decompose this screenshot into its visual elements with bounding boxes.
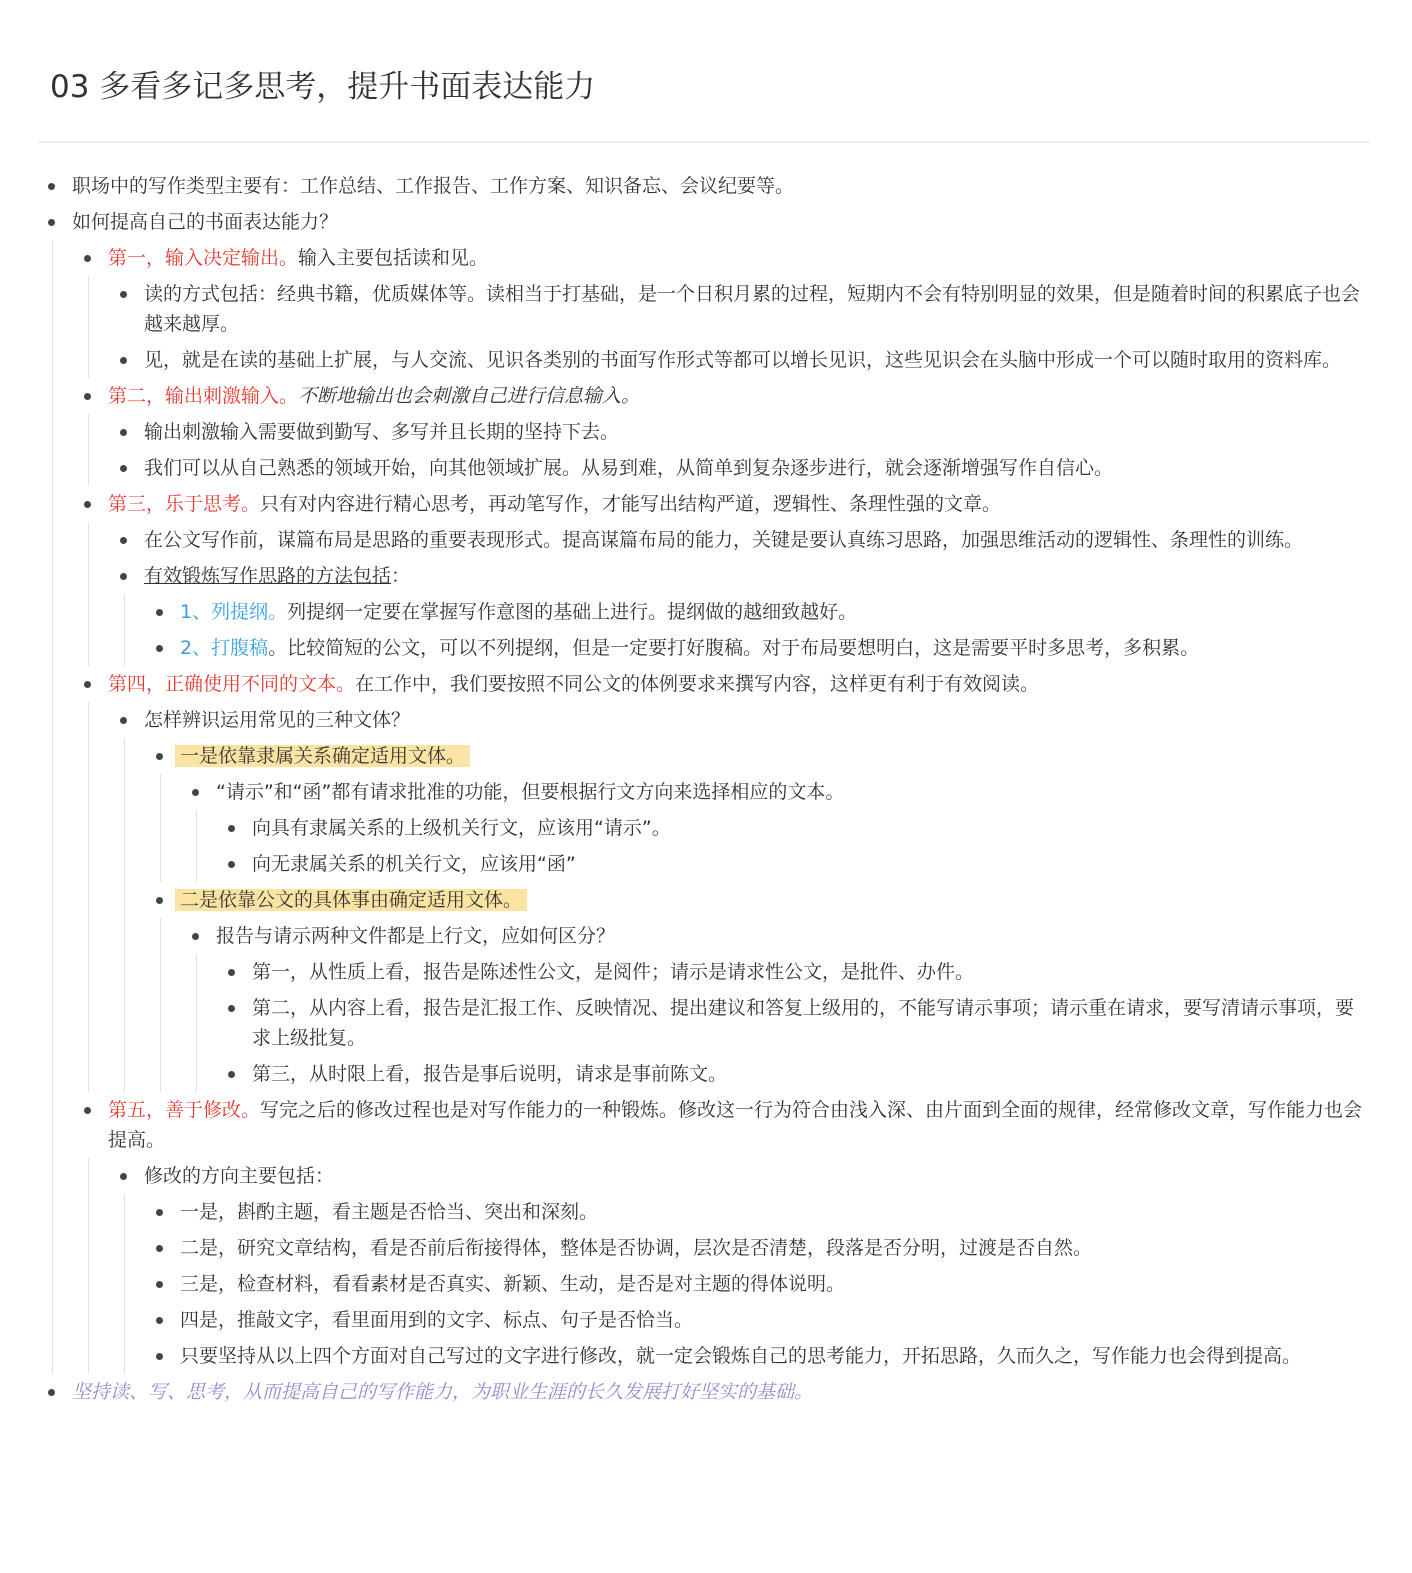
outline-children xyxy=(88,702,1370,1092)
bullet-icon xyxy=(192,789,199,796)
item-text: 只有对内容进行精心思考，再动笔写作，才能写出结构严道，逻辑性、条理性强的文章。 xyxy=(260,493,1002,515)
title-divider xyxy=(38,141,1370,143)
bullet-icon xyxy=(120,537,127,544)
item-text: 怎样辨识运用常见的三种文体？ xyxy=(144,709,411,731)
bullet-icon xyxy=(120,573,127,580)
outline-item xyxy=(38,168,1370,204)
bullet-icon xyxy=(156,897,163,904)
outline-item-first xyxy=(74,240,1370,378)
item-text: 在公文写作前，谋篇布局是思路的重要表现形式。提高谋篇布局的能力，关键是要认真练习思路，加强思维活动的逻辑性、条理性的训练。 xyxy=(144,529,1304,551)
bullet-icon xyxy=(120,429,127,436)
method-heading: 2、打腹稿 xyxy=(180,637,269,659)
item-text: 向无隶属关系的机关行文，应该用“函” xyxy=(252,853,576,875)
outline-item xyxy=(38,204,1370,1374)
outline-item xyxy=(146,1266,1370,1302)
outline-children xyxy=(160,918,1370,1092)
item-text: 第一，从性质上看，报告是陈述性公文，是阅件；请示是请求性公文，是批件、办件。 xyxy=(252,961,975,983)
outline-item xyxy=(146,1338,1370,1374)
bullet-icon xyxy=(84,681,91,688)
bullet-icon xyxy=(120,465,127,472)
bullet-icon xyxy=(156,1245,163,1252)
item-text: 在工作中，我们要按照不同公文的体例要求来撰写内容，这样更有利于有效阅读。 xyxy=(355,673,1040,695)
outline-item xyxy=(146,594,1370,630)
item-text: ： xyxy=(391,565,411,587)
item-text: 写完之后的修改过程也是对写作能力的一种锻炼。修改这一行为符合由浅入深、由片面到全面的规律，经常修改文章，写作能力也会提高。 xyxy=(108,1099,1363,1151)
item-text: 读的方式包括：经典书籍，优质媒体等。读相当于打基础，是一个日积月累的过程，短期内不会有特别明显的效果，但是随着时间的积累底子也会越来越厚。 xyxy=(144,283,1361,335)
outline-item xyxy=(110,276,1370,342)
bullet-icon xyxy=(84,501,91,508)
item-text-underlined: 有效锻炼写作思路的方法包括 xyxy=(144,565,392,587)
item-text: 不断地输出也会刺激自己进行信息输入。 xyxy=(298,385,641,407)
bullet-icon xyxy=(156,753,163,760)
outline-item xyxy=(110,1158,1370,1374)
outline-item-fifth xyxy=(74,1092,1370,1374)
item-text: 第三，从时限上看，报告是事后说明，请求是事前陈文。 xyxy=(252,1063,728,1085)
item-heading: 第四，正确使用不同的文本。 xyxy=(108,673,356,695)
outline-item xyxy=(146,882,1370,1092)
outline-item-conclusion xyxy=(38,1374,1370,1410)
bullet-icon xyxy=(84,1107,91,1114)
outline-item xyxy=(218,810,1370,846)
bullet-icon xyxy=(120,1173,127,1180)
highlighted-text: 一是依靠隶属关系确定适用文体。 xyxy=(175,745,470,767)
outline-children xyxy=(196,810,1370,882)
method-heading: 1、列提纲。 xyxy=(180,601,288,623)
bullet-icon xyxy=(84,393,91,400)
outline-children xyxy=(52,240,1370,1374)
item-heading: 第三，乐于思考。 xyxy=(108,493,261,515)
bullet-icon xyxy=(48,183,55,190)
outline-item xyxy=(182,918,1370,1092)
bullet-icon xyxy=(156,1281,163,1288)
item-text: 一是，斟酌主题，看主题是否恰当、突出和深刻。 xyxy=(180,1201,599,1223)
outline-item xyxy=(146,630,1370,666)
outline-children xyxy=(88,414,1370,486)
bullet-icon xyxy=(156,609,163,616)
bullet-icon xyxy=(192,933,199,940)
item-text: 三是，检查材料，看看素材是否真实、新颖、生动，是否是对主题的得体说明。 xyxy=(180,1273,846,1295)
outline-children xyxy=(88,522,1370,666)
outline-item xyxy=(110,522,1370,558)
outline-item xyxy=(110,450,1370,486)
bullet-icon xyxy=(48,1389,55,1396)
item-text: “请示”和“函”都有请求批准的功能，但要根据行文方向来选择相应的文本。 xyxy=(216,781,845,803)
item-text: 只要坚持从以上四个方面对自己写过的文字进行修改，就一定会锻炼自己的思考能力，开拓思路，久而久之，写作能力也会得到提高。 xyxy=(180,1345,1302,1367)
conclusion-text: 坚持读、写、思考，从而提高自己的写作能力，为职业生涯的长久发展打好坚实的基础。 xyxy=(72,1381,814,1403)
outline-item xyxy=(146,1194,1370,1230)
outline-root xyxy=(38,168,1370,1410)
outline-children xyxy=(196,954,1370,1092)
bullet-icon xyxy=(156,645,163,652)
outline-item xyxy=(110,414,1370,450)
outline-item xyxy=(218,954,1370,990)
bullet-icon xyxy=(228,1005,235,1012)
highlighted-text: 二是依靠公文的具体事由确定适用文体。 xyxy=(175,889,527,911)
bullet-icon xyxy=(120,357,127,364)
outline-item xyxy=(218,846,1370,882)
mindmap-outline xyxy=(38,168,1370,1410)
item-text: 职场中的写作类型主要有：工作总结、工作报告、工作方案、知识备忘、会议纪要等。 xyxy=(72,175,795,197)
bullet-icon xyxy=(156,1317,163,1324)
bullet-icon xyxy=(84,255,91,262)
outline-item-fourth xyxy=(74,666,1370,1092)
outline-item xyxy=(218,990,1370,1056)
outline-item-second xyxy=(74,378,1370,486)
item-text: 列提纲一定要在掌握写作意图的基础上进行。提纲做的越细致越好。 xyxy=(287,601,858,623)
item-text: 向具有隶属关系的上级机关行文，应该用“请示”。 xyxy=(252,817,671,839)
item-text: 见，就是在读的基础上扩展，与人交流、见识各类别的书面写作形式等都可以增长见识，这些见识会在头脑中形成一个可以随时取用的资料库。 xyxy=(144,349,1342,371)
outline-item xyxy=(146,1230,1370,1266)
outline-children xyxy=(160,774,1370,882)
bullet-icon xyxy=(156,1209,163,1216)
item-text: 修改的方向主要包括： xyxy=(144,1165,335,1187)
bullet-icon xyxy=(120,717,127,724)
item-text: 输入主要包括读和见。 xyxy=(298,247,489,269)
outline-item xyxy=(110,558,1370,666)
item-heading: 第二，输出刺激输入。 xyxy=(108,385,299,407)
outline-item xyxy=(146,738,1370,882)
outline-children xyxy=(124,1194,1370,1374)
item-text: 第二，从内容上看，报告是汇报工作、反映情况、提出建议和答复上级用的，不能写请示事项；请示重在请求，要写清请示事项，要求上级批复。 xyxy=(252,997,1355,1049)
outline-item-third xyxy=(74,486,1370,666)
outline-item xyxy=(110,342,1370,378)
page-title: 03 多看多记多思考，提升书面表达能力 xyxy=(50,69,596,105)
item-heading: 第五，善于修改。 xyxy=(108,1099,261,1121)
bullet-icon xyxy=(228,861,235,868)
item-heading: 第一，输入决定输出。 xyxy=(108,247,299,269)
bullet-icon xyxy=(48,219,55,226)
bullet-icon xyxy=(228,969,235,976)
bullet-icon xyxy=(228,825,235,832)
outline-children xyxy=(124,594,1370,666)
item-text: 我们可以从自己熟悉的领域开始，向其他领域扩展。从易到难，从简单到复杂逐步进行，就会逐渐增强写作自信心。 xyxy=(144,457,1114,479)
bullet-icon xyxy=(120,291,127,298)
outline-children xyxy=(88,276,1370,378)
item-text: 如何提高自己的书面表达能力？ xyxy=(72,211,339,233)
outline-children xyxy=(88,1158,1370,1374)
item-text: 四是，推敲文字，看里面用到的文字、标点、句子是否恰当。 xyxy=(180,1309,694,1331)
item-text: 报告与请示两种文件都是上行文，应如何区分？ xyxy=(216,925,616,947)
item-text: 二是，研究文章结构，看是否前后衔接得体，整体是否协调，层次是否清楚，段落是否分明，过渡是否自然。 xyxy=(180,1237,1093,1259)
outline-item xyxy=(110,702,1370,1092)
outline-item xyxy=(218,1056,1370,1092)
bullet-icon xyxy=(156,1353,163,1360)
outline-item xyxy=(146,1302,1370,1338)
item-text: 输出刺激输入需要做到勤写、多写并且长期的坚持下去。 xyxy=(144,421,620,443)
outline-children xyxy=(124,738,1370,1092)
bullet-icon xyxy=(228,1071,235,1078)
outline-item xyxy=(182,774,1370,882)
item-text: 。比较简短的公文，可以不列提纲，但是一定要打好腹稿。对于布局要想明白，这是需要平时多思考，多积累。 xyxy=(268,637,1200,659)
